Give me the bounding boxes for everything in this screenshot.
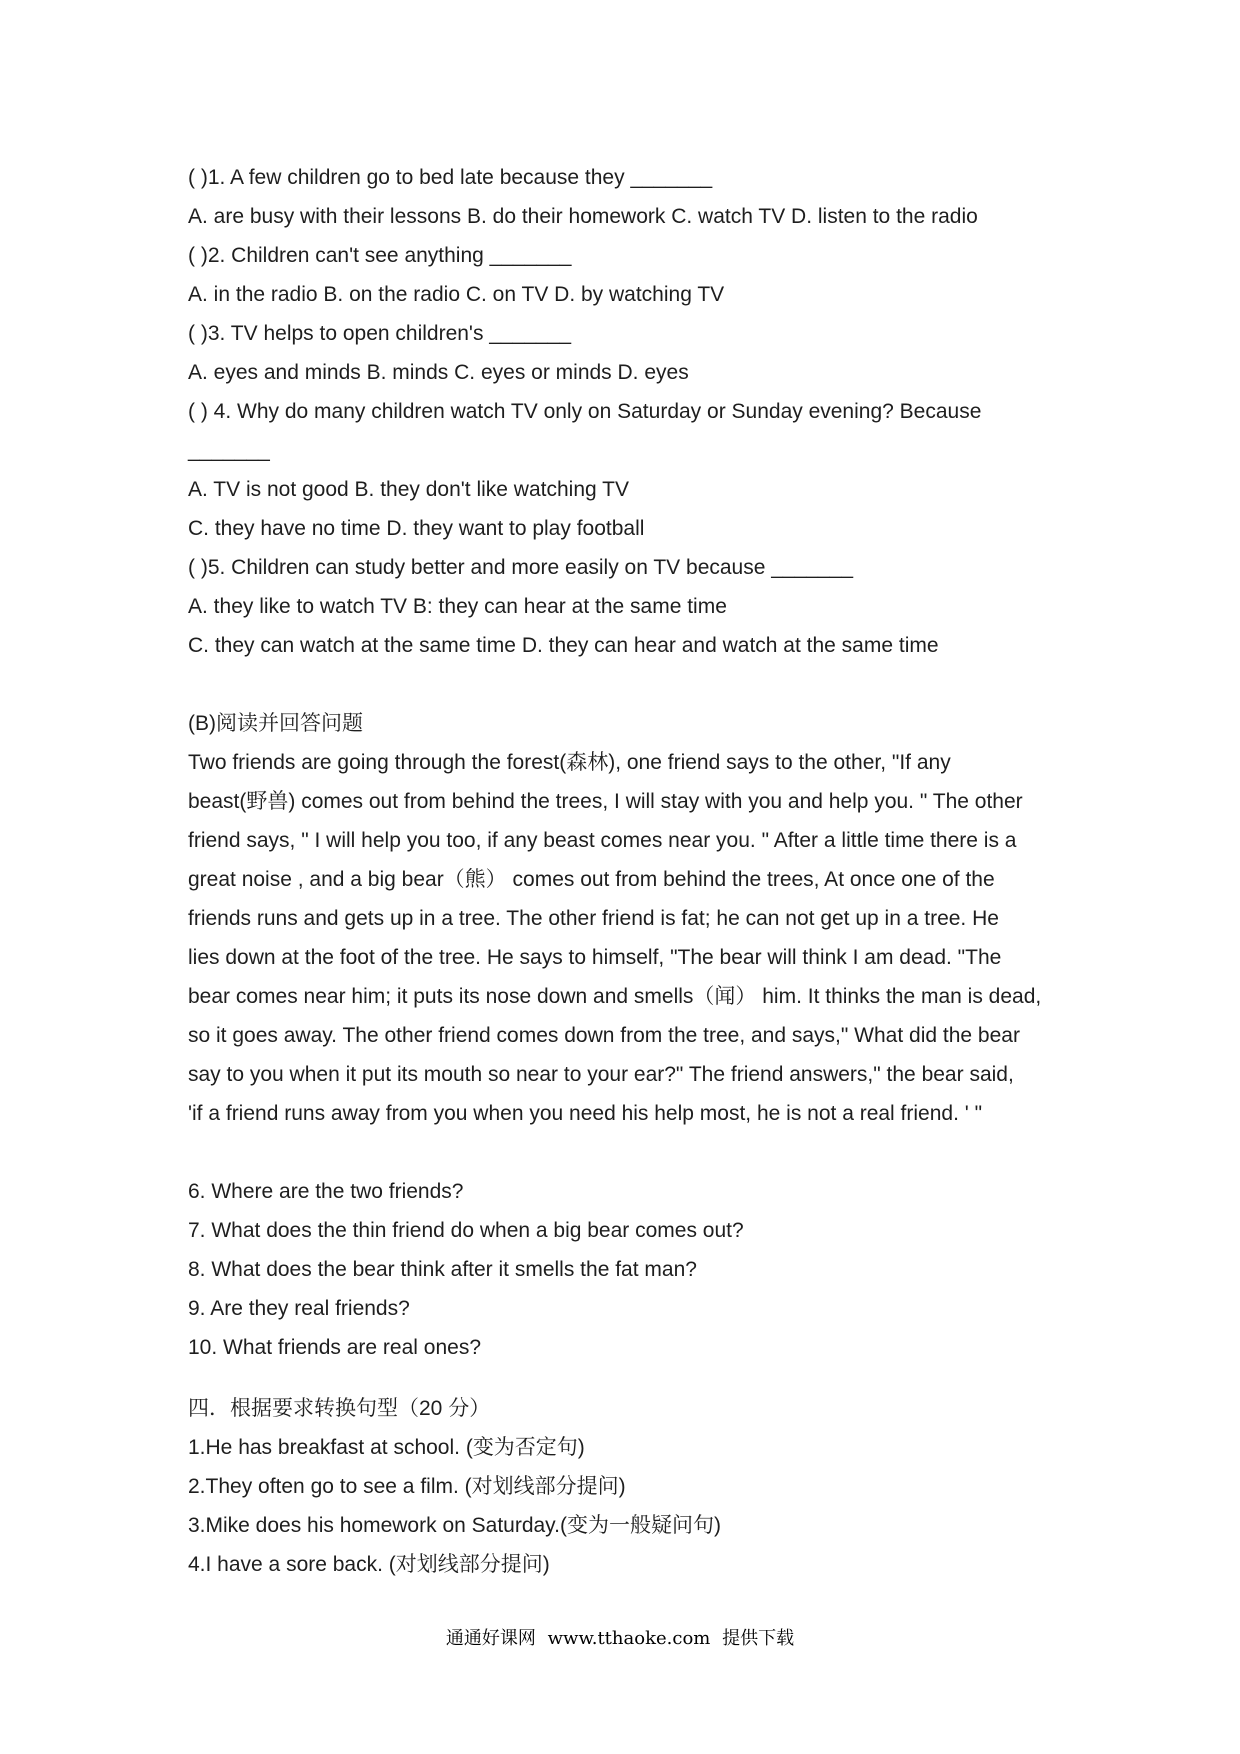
q4-stem: ( ) 4. Why do many children watch TV only on Saturday or Sunday evening? Because xyxy=(188,400,982,423)
q4-options-cd: C. they have no time D. they want to play football xyxy=(188,517,645,540)
part-b-section xyxy=(188,704,1068,1133)
question-7: 7. What does the thin friend do when a big bear comes out? xyxy=(188,1219,744,1242)
question-6: 6. Where are the two friends? xyxy=(188,1180,464,1203)
passage-line: great noise , and a big bear（熊） comes out from behind the trees, At once one of the xyxy=(188,868,995,891)
transform-item-2: 2.They often go to see a film. (对划线部分提问) xyxy=(188,1475,626,1498)
passage-line: lies down at the foot of the tree. He says to himself, "The bear will think I am dead. "The xyxy=(188,946,1002,969)
q1-stem: ( )1. A few children go to bed late because they _______ xyxy=(188,166,713,189)
q3-stem: ( )3. TV helps to open children's _______ xyxy=(188,322,572,345)
passage-line: so it goes away. The other friend comes down from the tree, and says," What did the bear xyxy=(188,1024,1020,1047)
q3-options: A. eyes and minds B. minds C. eyes or minds D. eyes xyxy=(188,361,689,384)
part-four-section xyxy=(188,1389,1068,1584)
passage-line: friend says, " I will help you too, if any beast comes near you. " After a little time there is a xyxy=(188,829,1017,852)
question-9: 9. Are they real friends? xyxy=(188,1297,410,1320)
question-8: 8. What does the bear think after it smells the fat man? xyxy=(188,1258,697,1281)
q2-stem: ( )2. Children can't see anything _______ xyxy=(188,244,572,267)
question-10: 10. What friends are real ones? xyxy=(188,1336,481,1359)
passage-line: beast(野兽) comes out from behind the trees, I will stay with you and help you. " The other xyxy=(188,790,1023,813)
q5-options-cd: C. they can watch at the same time D. they can hear and watch at the same time xyxy=(188,634,939,657)
passage-line: friends runs and gets up in a tree. The other friend is fat; he can not get up in a tree. He xyxy=(188,907,999,930)
q4-options-ab: A. TV is not good B. they don't like watching TV xyxy=(188,478,629,501)
part-b-questions xyxy=(188,1172,1068,1367)
page-footer: 通通好课网 www.tthaoke.com 提供下载 xyxy=(445,1628,795,1649)
page-content xyxy=(188,158,1068,1584)
passage-line: bear comes near him; it puts its nose down and smells（闻） him. It thinks the man is dead, xyxy=(188,985,1042,1008)
passage-line: say to you when it put its mouth so near to your ear?" The friend answers," the bear said, xyxy=(188,1063,1014,1086)
part-b-heading: (B)阅读并回答问题 xyxy=(188,712,363,735)
q5-stem: ( )5. Children can study better and more easily on TV because _______ xyxy=(188,556,854,579)
spacer xyxy=(188,665,1068,704)
q5-options-ab: A. they like to watch TV B: they can hear at the same time xyxy=(188,595,727,618)
q2-options: A. in the radio B. on the radio C. on TV D. by watching TV xyxy=(188,283,725,306)
spacer xyxy=(188,1133,1068,1172)
passage-line: Two friends are going through the forest(森林), one friend says to the other, "If any xyxy=(188,751,951,774)
transform-item-1: 1.He has breakfast at school. (变为否定句) xyxy=(188,1436,585,1459)
part-a-questions xyxy=(188,158,1068,665)
spacer xyxy=(188,1367,1068,1389)
passage-line: 'if a friend runs away from you when you need his help most, he is not a real friend. ' " xyxy=(188,1102,983,1125)
transform-item-4: 4.I have a sore back. (对划线部分提问) xyxy=(188,1553,550,1576)
q1-options: A. are busy with their lessons B. do their homework C. watch TV D. listen to the radio xyxy=(188,205,978,228)
part-four-heading: 四．根据要求转换句型（20 分） xyxy=(188,1397,491,1420)
q4-blank: _______ xyxy=(188,439,270,462)
transform-item-3: 3.Mike does his homework on Saturday.(变为一般疑问句) xyxy=(188,1514,721,1537)
